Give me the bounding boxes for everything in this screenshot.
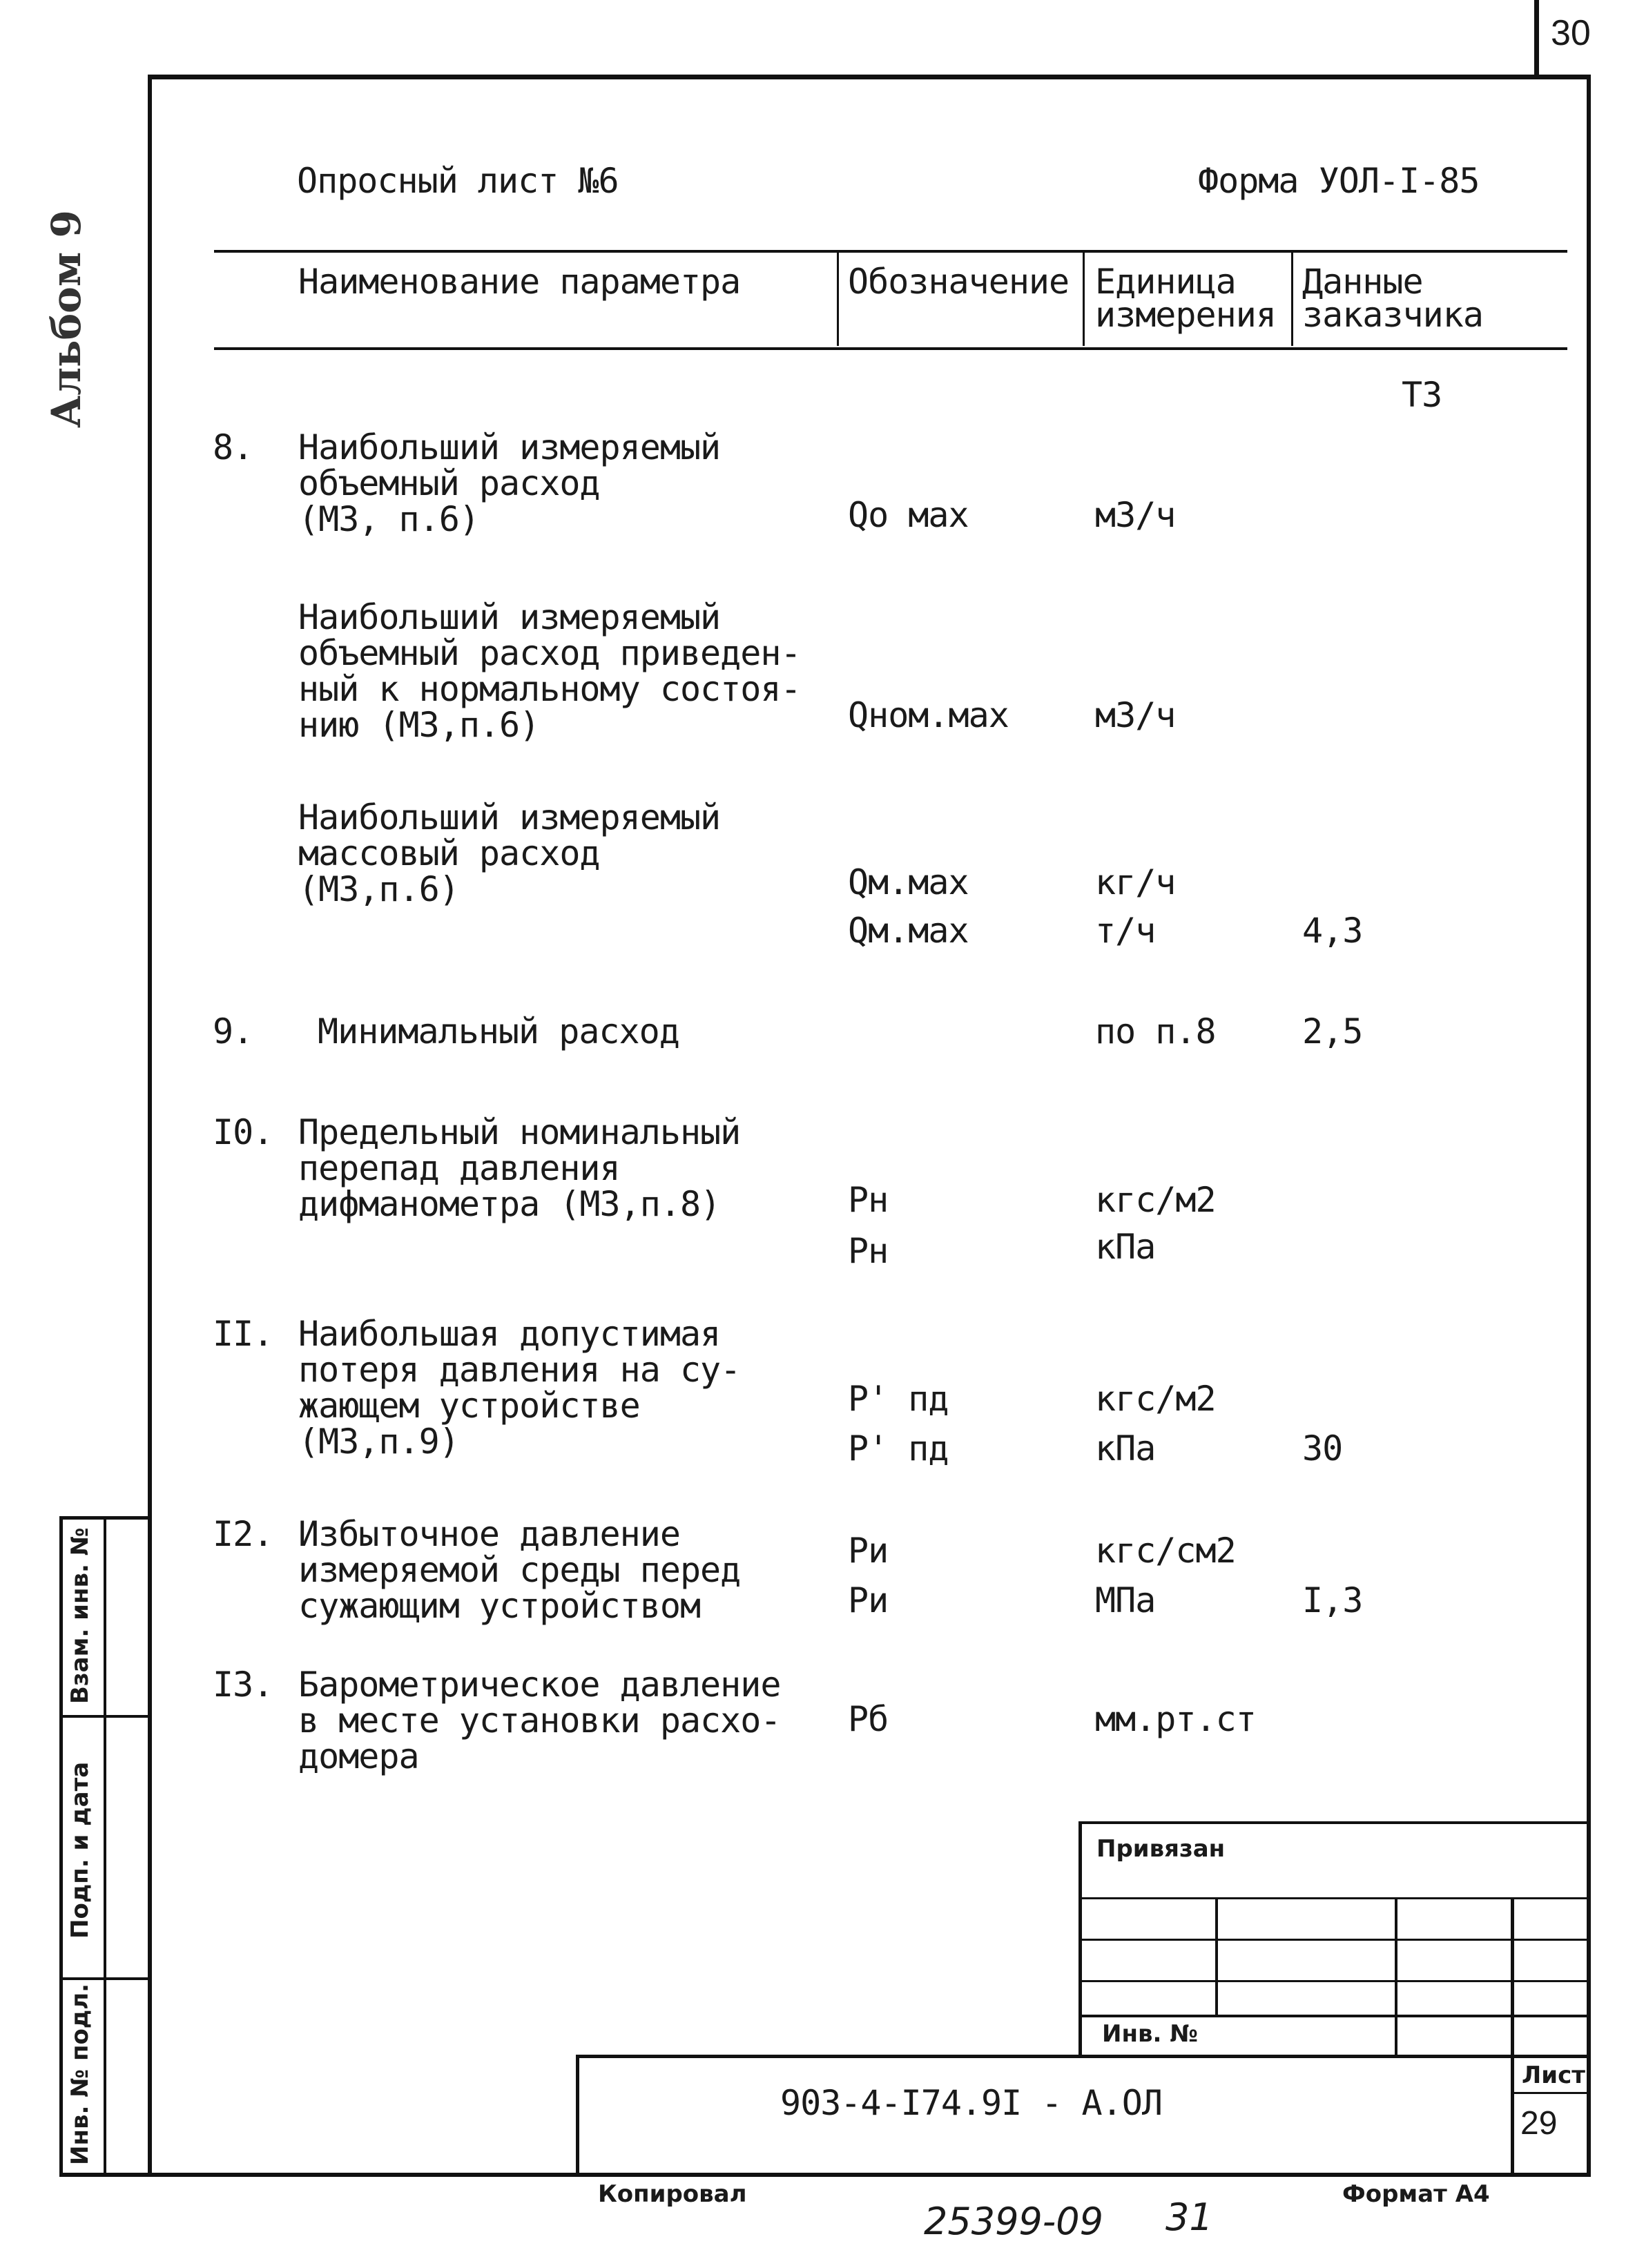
frame-top [148, 75, 1591, 79]
frame-right [1587, 75, 1591, 2177]
tz-note: ТЗ [1402, 375, 1442, 415]
row-8c-symbol-1: Qм.мах [848, 862, 969, 902]
page-number: 30 [1551, 13, 1591, 53]
row-12-name: Избыточное давление измеряемой среды перед сужающим устройством [298, 1514, 741, 1626]
footer-format: Формат А4 [1342, 2180, 1490, 2208]
row-8-number: 8. [213, 427, 253, 467]
header-rule-bottom [214, 347, 1567, 350]
row-10-unit-2: кПа [1095, 1227, 1156, 1267]
row-12-unit-2: МПа [1095, 1580, 1156, 1620]
side-stamp-right [148, 1519, 152, 2175]
page-number-divider [1534, 0, 1539, 77]
side-stamp-podp: Подп. и дата [66, 1761, 94, 1939]
doc-code: 903-4-I74.9I - А.ОЛ [780, 2083, 1162, 2123]
row-13-unit: мм.рт.ст [1095, 1699, 1256, 1739]
row-8b-unit: м3/ч [1095, 695, 1176, 735]
side-stamp-top [59, 1516, 152, 1520]
row-8c-value-2: 4,3 [1302, 911, 1363, 951]
row-8b-symbol: Qном.мах [848, 695, 1009, 735]
row-11-value-2: 30 [1302, 1428, 1343, 1469]
side-stamp-inner [104, 1519, 106, 2175]
row-13-number: I3. [213, 1665, 273, 1705]
row-9-name: Минимальный расход [318, 1011, 679, 1051]
row-8-symbol: Qо мах [848, 495, 969, 535]
row-11-name: Наибольшая допустимая потеря давления на су- жающем устройстве (МЗ,п.9) [298, 1314, 741, 1462]
side-stamp-vzam: Взам. инв. № [66, 1527, 94, 1704]
titleblock-top [576, 2055, 1589, 2058]
row-10-name: Предельный номинальный перепад давления дифманометра (МЗ,п.8) [298, 1112, 741, 1224]
row-11-symbol-1: Р' пд [848, 1379, 949, 1419]
row-12-value-2: I,3 [1302, 1580, 1363, 1620]
side-stamp-inv-podl: Инв. № подл. [66, 1983, 94, 2165]
frame-bottom [59, 2173, 1591, 2177]
col-header-symbol: Обозначение [848, 262, 1070, 302]
titleblock-left [576, 2055, 579, 2176]
side-stamp-div-2 [59, 1977, 152, 1980]
row-8b-name: Наибольший измеряемый объемный расход приведен- ный к нормальному состоя- нию (МЗ,п.6) [298, 597, 801, 745]
row-11-symbol-2: Р' пд [848, 1428, 949, 1469]
header-rule-top [214, 250, 1567, 253]
col-header-data-1: Данные [1302, 262, 1423, 302]
form-code: Форма УОЛ-I-85 [1198, 161, 1480, 201]
row-9-number: 9. [213, 1011, 253, 1051]
row-9-unit: по п.8 [1095, 1011, 1216, 1051]
row-9-value: 2,5 [1302, 1011, 1363, 1051]
row-10-unit-1: кгс/м2 [1095, 1180, 1216, 1220]
row-8c-unit-2: т/ч [1095, 911, 1156, 951]
row-12-number: I2. [213, 1514, 273, 1554]
row-8c-name: Наибольший измеряемый массовый расход (МЗ,п.6) [298, 797, 721, 909]
stamp-top-rule [1078, 1821, 1589, 1824]
sheet-number: 29 [1520, 2105, 1558, 2142]
row-10-number: I0. [213, 1112, 273, 1152]
stamp-privyazan: Привязан [1096, 1835, 1226, 1863]
col-header-unit-1: Единица [1095, 262, 1236, 302]
row-10-symbol-1: Рн [848, 1180, 889, 1220]
footer-number: 25399-09 [924, 2200, 1103, 2243]
stamp-col-1 [1215, 1897, 1218, 2016]
row-10-symbol-2: Рн [848, 1231, 889, 1271]
sheet-label: Лист [1522, 2062, 1585, 2089]
col-header-name: Наименование параметра [298, 262, 741, 302]
row-8c-unit-1: кг/ч [1095, 862, 1176, 902]
header-sep-2 [1083, 253, 1085, 346]
row-12-symbol-1: Ри [848, 1531, 889, 1571]
form-title: Опросный лист №6 [297, 161, 619, 201]
row-12-symbol-2: Ри [848, 1580, 889, 1620]
row-12-unit-1: кгс/см2 [1095, 1531, 1236, 1571]
stamp-col-2 [1395, 1897, 1397, 2056]
header-sep-3 [1291, 253, 1293, 346]
row-13-name: Барометрическое давление в месте установки расхо- домера [298, 1665, 781, 1776]
row-11-number: II. [213, 1314, 273, 1354]
stamp-inv-no: Инв. № [1102, 2020, 1199, 2048]
row-8-unit: м3/ч [1095, 495, 1176, 535]
titleblock-sheet-rule [1511, 2092, 1589, 2094]
footer-number-2: 31 [1165, 2196, 1213, 2239]
col-header-unit-2: измерения [1095, 295, 1276, 335]
side-stamp-outer [59, 1519, 63, 2175]
footer-copied: Копировал [598, 2180, 747, 2208]
row-13-symbol: Рб [848, 1699, 889, 1739]
row-8c-symbol-2: Qм.мах [848, 911, 969, 951]
stamp-col-3 [1511, 1897, 1514, 2173]
side-stamp-div-1 [59, 1715, 152, 1718]
col-header-data-2: заказчика [1302, 295, 1483, 335]
row-11-unit-2: кПа [1095, 1428, 1156, 1469]
album-label: Альбом 9 [43, 210, 90, 428]
header-sep-1 [837, 253, 839, 346]
row-11-unit-1: кгс/м2 [1095, 1379, 1216, 1419]
row-8-name: Наибольший измеряемый объемный расход (МЗ, п.6) [298, 427, 721, 539]
